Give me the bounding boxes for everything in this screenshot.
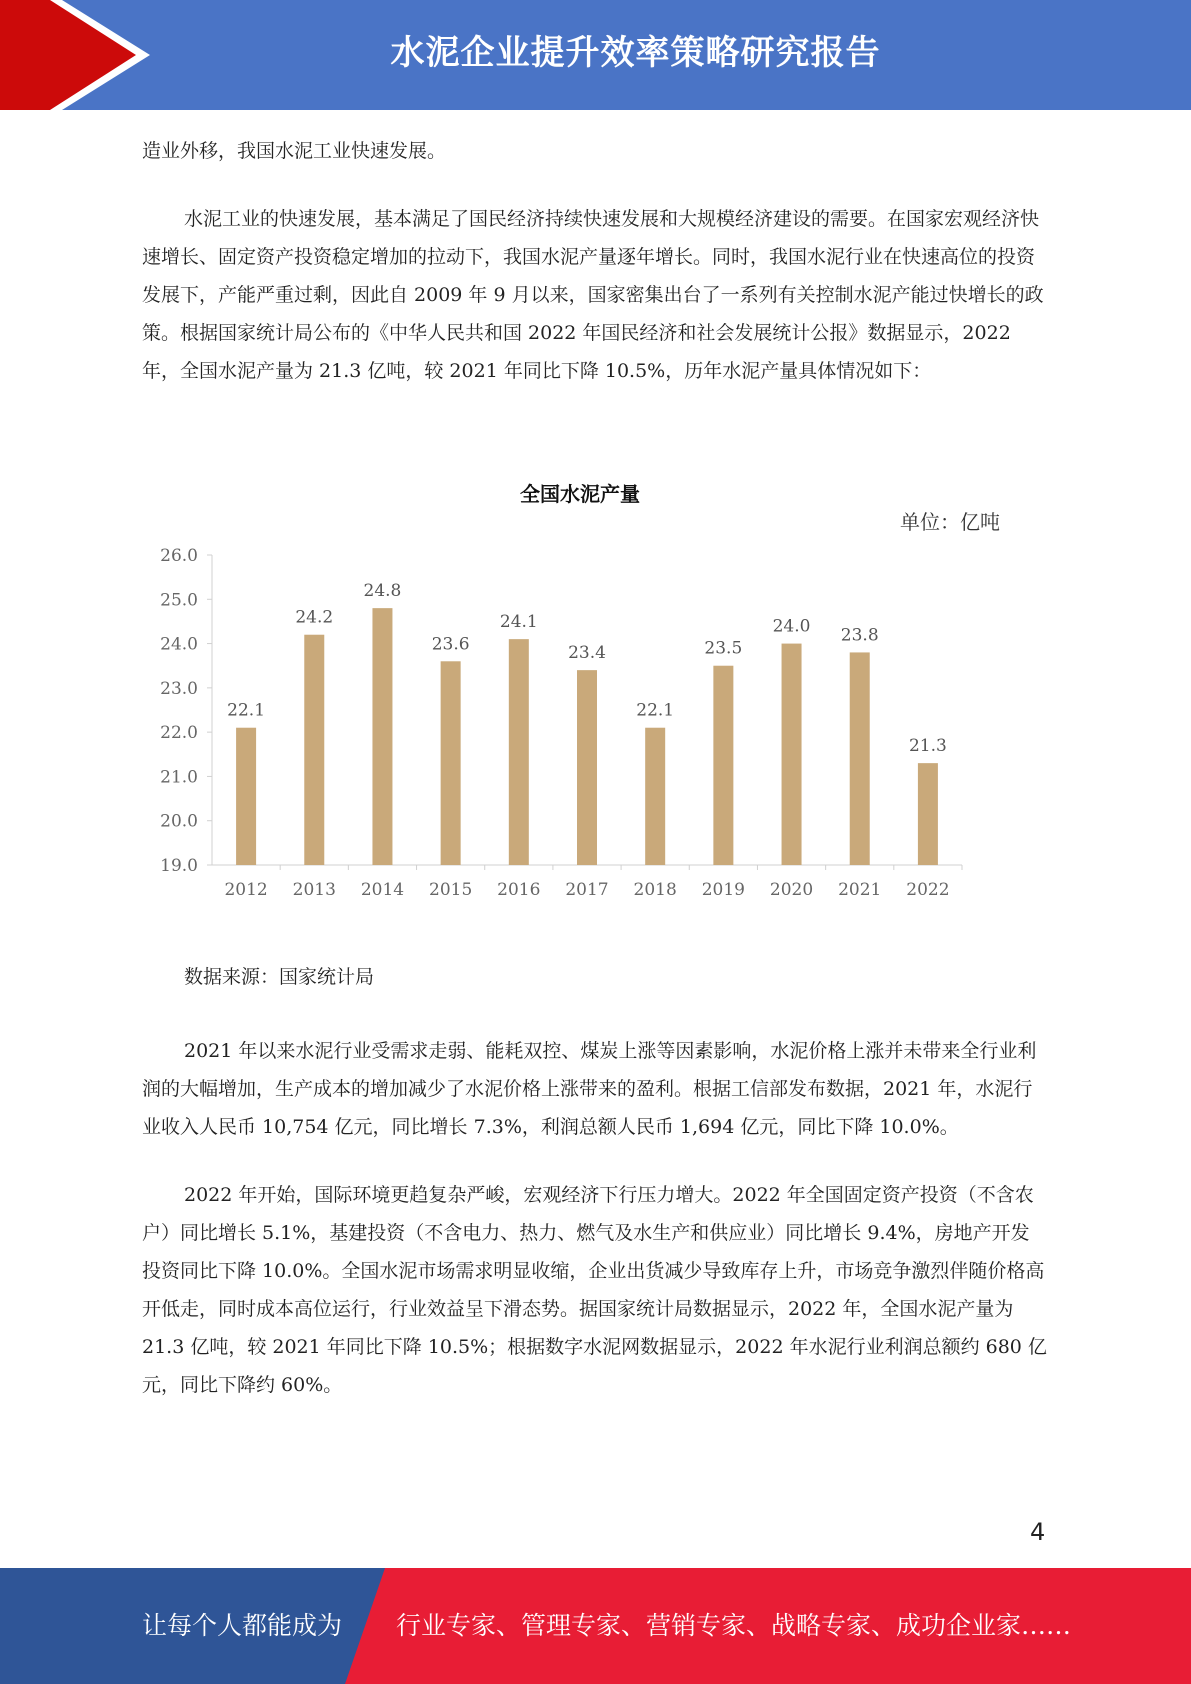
- body-text-lower: [142, 1032, 1047, 1404]
- x-tick-label: 2020: [769, 880, 814, 900]
- bar-2022: [918, 763, 938, 865]
- y-tick-label: 19.0: [160, 856, 198, 876]
- bar-2021: [850, 652, 870, 865]
- x-tick-label: 2015: [429, 880, 473, 900]
- x-tick-label: 2021: [838, 880, 882, 900]
- footer-slogan-left: 让每个人都能成为: [142, 1611, 343, 1640]
- x-tick-label: 2022: [906, 880, 950, 900]
- data-label-2020: 24.0: [772, 616, 811, 637]
- paragraph: 水泥工业的快速发展，基本满足了国民经济持续快速发展和大规模经济建设的需要。在国家宏观经济快速增长、固定资产投资稳定增加的拉动下，我国水泥产量逐年增长。同时，我国水泥行业在快速高位的投资发展下，产能严重过剩，因此自 2009 年 9 月以来，国家密集出台了一系列有关控制水泥产能过快增长的政策。根据国家统计局公布的《中华人民共和国 2022 年国民经济和社会发展统计公报》数据显示，2022 年，全国水泥产量为 21.3 亿吨，较 2021 年同比下降 10.5%，历年水泥产量具体情况如下：: [142, 208, 1044, 382]
- page-footer: [0, 1568, 1191, 1684]
- bar-2015: [441, 661, 461, 865]
- paragraph: 2022 年开始，国际环境更趋复杂严峻，宏观经济下行压力增大。2022 年全国固定资产投资（不含农户）同比增长 5.1%，基建投资（不含电力、热力、燃气及水生产和供应业）同比增长 9.4%，房地产开发投资同比下降 10.0%。全国水泥市场需求明显收缩，企业出货减少导致库存上升，市场竞争激烈伴随价格高开低走，同时成本高位运行，行业效益呈下滑态势。据国家统计局数据显示，2022 年，全国水泥产量为 21.3 亿吨，较 2021 年同比下降 10.5%；根据数字水泥网数据显示，2022 年水泥行业利润总额约 680 亿元，同比下降约 60%。: [142, 1184, 1047, 1396]
- data-label-2021: 23.8: [840, 625, 879, 646]
- header-title: 水泥企业提升效率策略研究报告: [390, 33, 881, 73]
- footer-slogan-right: 行业专家、管理专家、营销专家、战略专家、成功企业家……: [396, 1611, 1072, 1640]
- data-label-2016: 24.1: [499, 612, 538, 633]
- x-tick-label: 2017: [565, 880, 609, 900]
- bar-2013: [304, 635, 324, 865]
- bar-2016: [509, 639, 529, 865]
- data-label-2017: 23.4: [568, 643, 606, 664]
- page-header: [0, 0, 1191, 110]
- data-label-2012: 22.1: [227, 700, 266, 721]
- data-label-2013: 24.2: [295, 607, 334, 628]
- data-label-2018: 22.1: [636, 700, 675, 721]
- bar-chart: [130, 460, 1030, 920]
- y-tick-label: 25.0: [160, 590, 198, 611]
- bar-2020: [782, 644, 802, 865]
- x-tick-label: 2012: [224, 880, 268, 900]
- data-source: 数据来源：国家统计局: [184, 966, 375, 988]
- chart-title: 全国水泥产量: [520, 482, 640, 506]
- y-tick-label: 26.0: [160, 546, 198, 566]
- paragraph: 造业外移，我国水泥工业快速发展。: [142, 140, 447, 162]
- y-tick-label: 23.0: [160, 678, 198, 699]
- x-tick-label: 2018: [633, 880, 677, 900]
- x-tick-label: 2019: [701, 880, 745, 900]
- page-number: 4: [1030, 1518, 1046, 1546]
- x-tick-label: 2014: [360, 880, 405, 900]
- y-tick-label: 21.0: [160, 767, 198, 788]
- data-label-2015: 23.6: [431, 634, 470, 655]
- chart-plot: [130, 460, 1030, 920]
- y-tick-label: 22.0: [160, 723, 198, 744]
- bar-2019: [713, 666, 733, 865]
- y-tick-label: 20.0: [160, 811, 198, 832]
- bar-2012: [236, 728, 256, 865]
- x-tick-label: 2013: [292, 880, 336, 900]
- data-label-2014: 24.8: [363, 581, 402, 602]
- data-label-2019: 23.5: [704, 638, 743, 659]
- chart-unit: 单位：亿吨: [900, 510, 1000, 534]
- bar-2014: [372, 608, 392, 865]
- bar-2018: [645, 728, 665, 865]
- y-tick-label: 24.0: [160, 634, 198, 655]
- bar-2017: [577, 670, 597, 865]
- data-label-2022: 21.3: [908, 736, 947, 757]
- paragraph: 2021 年以来水泥行业受需求走弱、能耗双控、煤炭上涨等因素影响，水泥价格上涨并未带来全行业利润的大幅增加，生产成本的增加减少了水泥价格上涨带来的盈利。根据工信部发布数据，2021 年，水泥行业收入人民币 10,754 亿元，同比增长 7.3%，利润总额人民币 1,694 亿元，同比下降 10.0%。: [142, 1040, 1037, 1138]
- x-tick-label: 2016: [497, 880, 541, 900]
- body-text: [142, 132, 1047, 390]
